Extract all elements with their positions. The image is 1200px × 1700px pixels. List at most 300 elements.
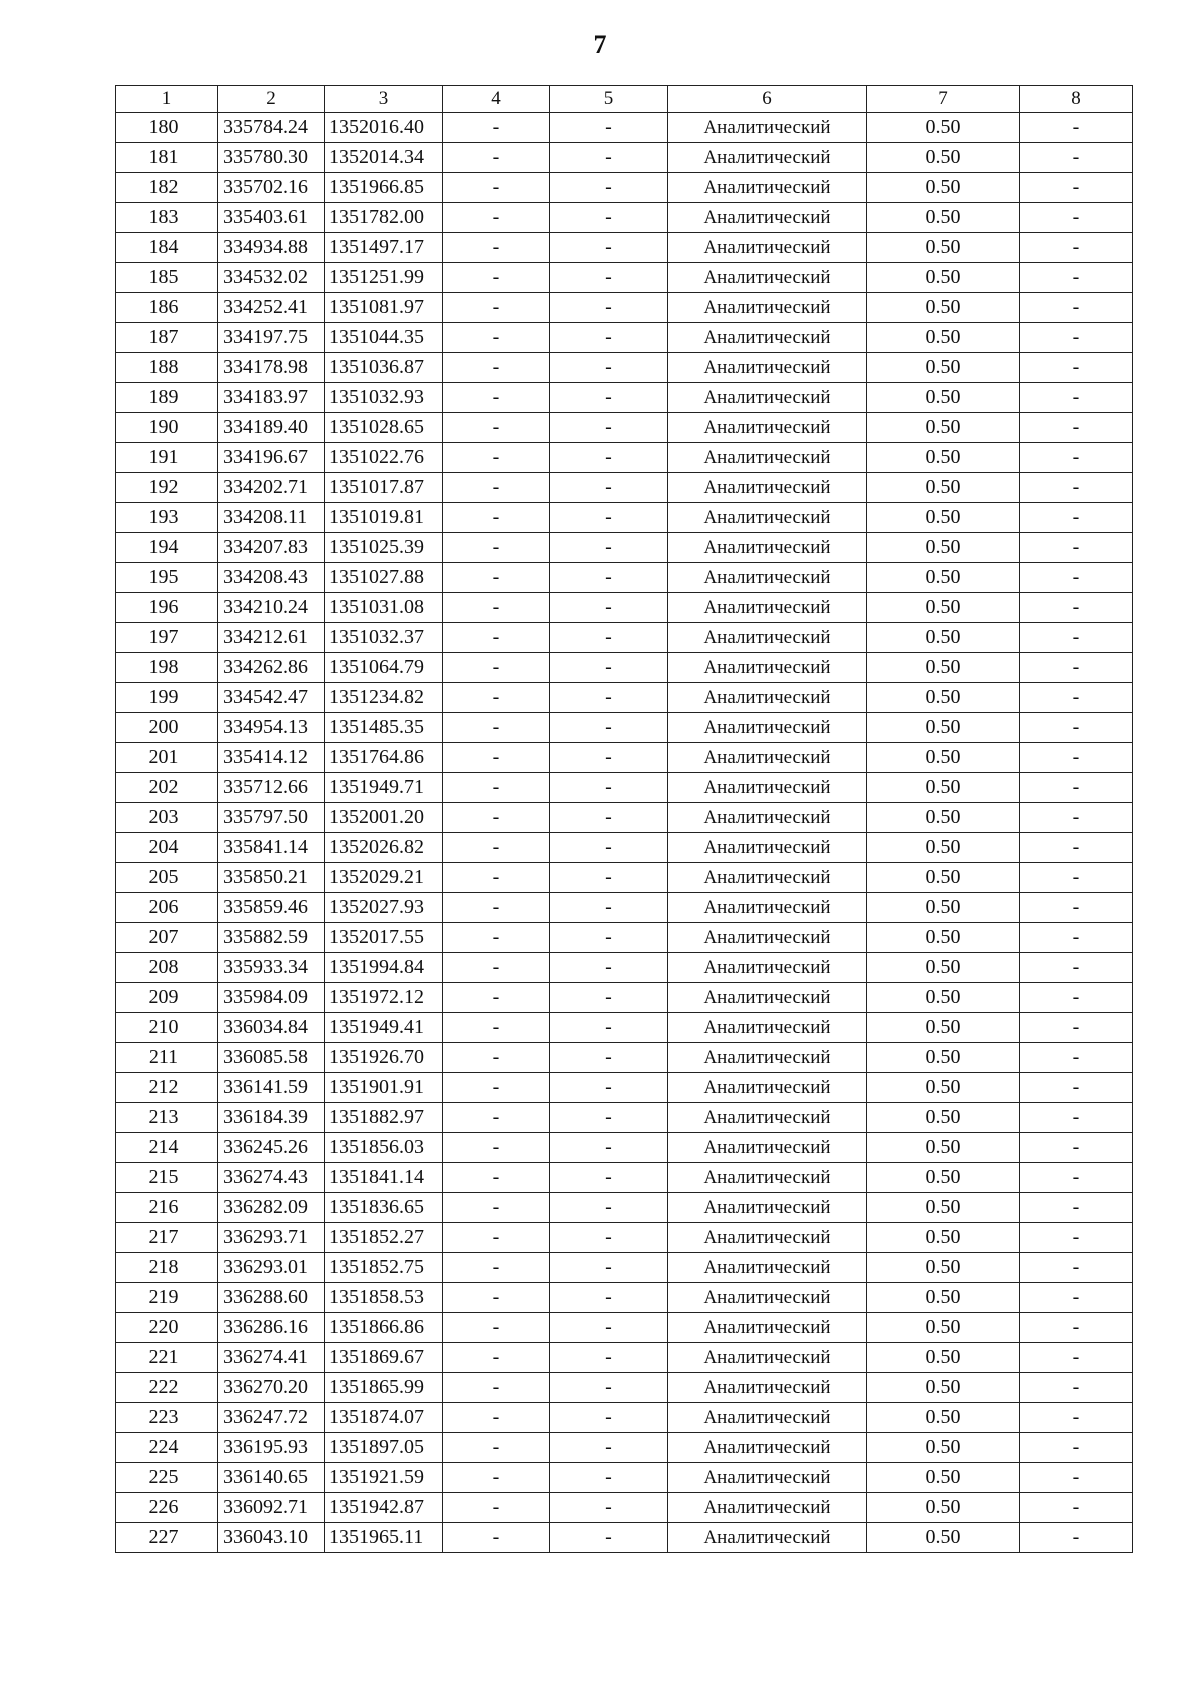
column-5-cell: -	[550, 1223, 668, 1253]
x-coordinate-cell: 334197.75	[218, 323, 325, 353]
x-coordinate-cell: 335841.14	[218, 833, 325, 863]
point-number-cell: 221	[116, 1343, 218, 1373]
column-5-cell: -	[550, 533, 668, 563]
x-coordinate-cell: 336293.71	[218, 1223, 325, 1253]
point-number-cell: 192	[116, 473, 218, 503]
y-coordinate-cell: 1351064.79	[325, 653, 443, 683]
method-cell: Аналитический	[668, 623, 867, 653]
x-coordinate-cell: 335702.16	[218, 173, 325, 203]
accuracy-cell: 0.50	[867, 1103, 1020, 1133]
column-header: 4	[443, 86, 550, 113]
point-number-cell: 220	[116, 1313, 218, 1343]
accuracy-cell: 0.50	[867, 293, 1020, 323]
column-5-cell: -	[550, 173, 668, 203]
accuracy-cell: 0.50	[867, 1223, 1020, 1253]
column-5-cell: -	[550, 653, 668, 683]
point-number-cell: 217	[116, 1223, 218, 1253]
column-4-cell: -	[443, 323, 550, 353]
table-row	[116, 1403, 1133, 1433]
column-8-cell: -	[1020, 503, 1133, 533]
table-row	[116, 533, 1133, 563]
column-5-cell: -	[550, 593, 668, 623]
accuracy-cell: 0.50	[867, 803, 1020, 833]
column-4-cell: -	[443, 383, 550, 413]
table-row	[116, 353, 1133, 383]
method-cell: Аналитический	[668, 353, 867, 383]
table-row	[116, 1253, 1133, 1283]
column-header: 1	[116, 86, 218, 113]
accuracy-cell: 0.50	[867, 1433, 1020, 1463]
y-coordinate-cell: 1351949.71	[325, 773, 443, 803]
y-coordinate-cell: 1351032.37	[325, 623, 443, 653]
x-coordinate-cell: 336274.43	[218, 1163, 325, 1193]
accuracy-cell: 0.50	[867, 1043, 1020, 1073]
y-coordinate-cell: 1351856.03	[325, 1133, 443, 1163]
column-header: 2	[218, 86, 325, 113]
method-cell: Аналитический	[668, 1223, 867, 1253]
x-coordinate-cell: 336245.26	[218, 1133, 325, 1163]
point-number-cell: 203	[116, 803, 218, 833]
column-8-cell: -	[1020, 263, 1133, 293]
x-coordinate-cell: 334262.86	[218, 653, 325, 683]
coordinates-table	[115, 85, 1133, 1553]
column-8-cell: -	[1020, 1223, 1133, 1253]
point-number-cell: 194	[116, 533, 218, 563]
method-cell: Аналитический	[668, 1253, 867, 1283]
column-4-cell: -	[443, 863, 550, 893]
x-coordinate-cell: 336288.60	[218, 1283, 325, 1313]
column-4-cell: -	[443, 1073, 550, 1103]
column-5-cell: -	[550, 1403, 668, 1433]
x-coordinate-cell: 336286.16	[218, 1313, 325, 1343]
accuracy-cell: 0.50	[867, 863, 1020, 893]
column-5-cell: -	[550, 1133, 668, 1163]
point-number-cell: 198	[116, 653, 218, 683]
column-8-cell: -	[1020, 1163, 1133, 1193]
column-8-cell: -	[1020, 893, 1133, 923]
x-coordinate-cell: 336282.09	[218, 1193, 325, 1223]
x-coordinate-cell: 336293.01	[218, 1253, 325, 1283]
x-coordinate-cell: 335882.59	[218, 923, 325, 953]
column-8-cell: -	[1020, 653, 1133, 683]
table-row	[116, 143, 1133, 173]
accuracy-cell: 0.50	[867, 1463, 1020, 1493]
y-coordinate-cell: 1352026.82	[325, 833, 443, 863]
column-5-cell: -	[550, 233, 668, 263]
y-coordinate-cell: 1351764.86	[325, 743, 443, 773]
column-8-cell: -	[1020, 1313, 1133, 1343]
x-coordinate-cell: 336184.39	[218, 1103, 325, 1133]
accuracy-cell: 0.50	[867, 503, 1020, 533]
column-5-cell: -	[550, 833, 668, 863]
column-5-cell: -	[550, 473, 668, 503]
column-5-cell: -	[550, 803, 668, 833]
point-number-cell: 197	[116, 623, 218, 653]
column-4-cell: -	[443, 743, 550, 773]
accuracy-cell: 0.50	[867, 1403, 1020, 1433]
column-5-cell: -	[550, 683, 668, 713]
column-4-cell: -	[443, 1313, 550, 1343]
column-8-cell: -	[1020, 173, 1133, 203]
column-8-cell: -	[1020, 773, 1133, 803]
x-coordinate-cell: 334532.02	[218, 263, 325, 293]
table-row	[116, 773, 1133, 803]
column-8-cell: -	[1020, 1133, 1133, 1163]
x-coordinate-cell: 334208.43	[218, 563, 325, 593]
accuracy-cell: 0.50	[867, 833, 1020, 863]
y-coordinate-cell: 1351901.91	[325, 1073, 443, 1103]
accuracy-cell: 0.50	[867, 983, 1020, 1013]
y-coordinate-cell: 1351025.39	[325, 533, 443, 563]
method-cell: Аналитический	[668, 863, 867, 893]
column-4-cell: -	[443, 203, 550, 233]
column-5-cell: -	[550, 263, 668, 293]
method-cell: Аналитический	[668, 1493, 867, 1523]
column-4-cell: -	[443, 953, 550, 983]
accuracy-cell: 0.50	[867, 1283, 1020, 1313]
column-5-cell: -	[550, 713, 668, 743]
method-cell: Аналитический	[668, 1433, 867, 1463]
column-5-cell: -	[550, 1313, 668, 1343]
accuracy-cell: 0.50	[867, 1313, 1020, 1343]
column-8-cell: -	[1020, 1493, 1133, 1523]
x-coordinate-cell: 334954.13	[218, 713, 325, 743]
x-coordinate-cell: 334189.40	[218, 413, 325, 443]
column-header: 3	[325, 86, 443, 113]
column-4-cell: -	[443, 1493, 550, 1523]
method-cell: Аналитический	[668, 173, 867, 203]
method-cell: Аналитический	[668, 1073, 867, 1103]
point-number-cell: 181	[116, 143, 218, 173]
column-4-cell: -	[443, 1223, 550, 1253]
x-coordinate-cell: 334252.41	[218, 293, 325, 323]
column-5-cell: -	[550, 353, 668, 383]
accuracy-cell: 0.50	[867, 1493, 1020, 1523]
table-row	[116, 1193, 1133, 1223]
accuracy-cell: 0.50	[867, 653, 1020, 683]
column-8-cell: -	[1020, 953, 1133, 983]
method-cell: Аналитический	[668, 1463, 867, 1493]
x-coordinate-cell: 334934.88	[218, 233, 325, 263]
column-8-cell: -	[1020, 413, 1133, 443]
column-4-cell: -	[443, 113, 550, 143]
y-coordinate-cell: 1351032.93	[325, 383, 443, 413]
method-cell: Аналитический	[668, 413, 867, 443]
column-8-cell: -	[1020, 1463, 1133, 1493]
method-cell: Аналитический	[668, 1403, 867, 1433]
column-4-cell: -	[443, 143, 550, 173]
y-coordinate-cell: 1351994.84	[325, 953, 443, 983]
x-coordinate-cell: 336270.20	[218, 1373, 325, 1403]
method-cell: Аналитический	[668, 1193, 867, 1223]
y-coordinate-cell: 1351869.67	[325, 1343, 443, 1373]
x-coordinate-cell: 335712.66	[218, 773, 325, 803]
point-number-cell: 225	[116, 1463, 218, 1493]
accuracy-cell: 0.50	[867, 773, 1020, 803]
accuracy-cell: 0.50	[867, 143, 1020, 173]
point-number-cell: 219	[116, 1283, 218, 1313]
column-8-cell: -	[1020, 143, 1133, 173]
y-coordinate-cell: 1351866.86	[325, 1313, 443, 1343]
method-cell: Аналитический	[668, 113, 867, 143]
x-coordinate-cell: 334207.83	[218, 533, 325, 563]
point-number-cell: 193	[116, 503, 218, 533]
column-4-cell: -	[443, 893, 550, 923]
accuracy-cell: 0.50	[867, 1073, 1020, 1103]
column-8-cell: -	[1020, 1073, 1133, 1103]
column-header: 7	[867, 86, 1020, 113]
accuracy-cell: 0.50	[867, 1373, 1020, 1403]
accuracy-cell: 0.50	[867, 713, 1020, 743]
point-number-cell: 215	[116, 1163, 218, 1193]
y-coordinate-cell: 1351044.35	[325, 323, 443, 353]
column-4-cell: -	[443, 473, 550, 503]
x-coordinate-cell: 334202.71	[218, 473, 325, 503]
column-4-cell: -	[443, 1193, 550, 1223]
column-8-cell: -	[1020, 1103, 1133, 1133]
x-coordinate-cell: 334208.11	[218, 503, 325, 533]
x-coordinate-cell: 335403.61	[218, 203, 325, 233]
column-8-cell: -	[1020, 113, 1133, 143]
column-5-cell: -	[550, 1103, 668, 1133]
y-coordinate-cell: 1351081.97	[325, 293, 443, 323]
column-8-cell: -	[1020, 983, 1133, 1013]
method-cell: Аналитический	[668, 833, 867, 863]
method-cell: Аналитический	[668, 1043, 867, 1073]
method-cell: Аналитический	[668, 263, 867, 293]
table-row	[116, 1493, 1133, 1523]
accuracy-cell: 0.50	[867, 953, 1020, 983]
accuracy-cell: 0.50	[867, 203, 1020, 233]
column-4-cell: -	[443, 1253, 550, 1283]
y-coordinate-cell: 1352017.55	[325, 923, 443, 953]
method-cell: Аналитический	[668, 773, 867, 803]
x-coordinate-cell: 334183.97	[218, 383, 325, 413]
column-8-cell: -	[1020, 443, 1133, 473]
page-number: 7	[593, 30, 607, 59]
column-8-cell: -	[1020, 1523, 1133, 1553]
column-4-cell: -	[443, 983, 550, 1013]
point-number-cell: 226	[116, 1493, 218, 1523]
y-coordinate-cell: 1351874.07	[325, 1403, 443, 1433]
table-row	[116, 1433, 1133, 1463]
x-coordinate-cell: 336085.58	[218, 1043, 325, 1073]
table-row	[116, 263, 1133, 293]
column-8-cell: -	[1020, 1373, 1133, 1403]
table-row	[116, 803, 1133, 833]
y-coordinate-cell: 1351942.87	[325, 1493, 443, 1523]
column-8-cell: -	[1020, 1193, 1133, 1223]
column-4-cell: -	[443, 1463, 550, 1493]
x-coordinate-cell: 335414.12	[218, 743, 325, 773]
table-row	[116, 473, 1133, 503]
point-number-cell: 205	[116, 863, 218, 893]
method-cell: Аналитический	[668, 1133, 867, 1163]
table-row	[116, 1523, 1133, 1553]
point-number-cell: 186	[116, 293, 218, 323]
accuracy-cell: 0.50	[867, 1133, 1020, 1163]
method-cell: Аналитический	[668, 743, 867, 773]
accuracy-cell: 0.50	[867, 353, 1020, 383]
column-5-cell: -	[550, 323, 668, 353]
accuracy-cell: 0.50	[867, 173, 1020, 203]
x-coordinate-cell: 336092.71	[218, 1493, 325, 1523]
x-coordinate-cell: 334196.67	[218, 443, 325, 473]
y-coordinate-cell: 1351782.00	[325, 203, 443, 233]
point-number-cell: 206	[116, 893, 218, 923]
method-cell: Аналитический	[668, 1103, 867, 1133]
table-row	[116, 953, 1133, 983]
y-coordinate-cell: 1351841.14	[325, 1163, 443, 1193]
accuracy-cell: 0.50	[867, 683, 1020, 713]
column-5-cell: -	[550, 1043, 668, 1073]
method-cell: Аналитический	[668, 143, 867, 173]
table-row	[116, 593, 1133, 623]
y-coordinate-cell: 1351485.35	[325, 713, 443, 743]
column-8-cell: -	[1020, 1253, 1133, 1283]
table-row	[116, 413, 1133, 443]
point-number-cell: 200	[116, 713, 218, 743]
method-cell: Аналитический	[668, 1343, 867, 1373]
table-row	[116, 713, 1133, 743]
column-5-cell: -	[550, 1433, 668, 1463]
column-4-cell: -	[443, 773, 550, 803]
table-row	[116, 293, 1133, 323]
accuracy-cell: 0.50	[867, 923, 1020, 953]
point-number-cell: 222	[116, 1373, 218, 1403]
point-number-cell: 210	[116, 1013, 218, 1043]
point-number-cell: 209	[116, 983, 218, 1013]
table-row	[116, 203, 1133, 233]
x-coordinate-cell: 335784.24	[218, 113, 325, 143]
column-5-cell: -	[550, 1283, 668, 1313]
column-8-cell: -	[1020, 533, 1133, 563]
accuracy-cell: 0.50	[867, 113, 1020, 143]
column-5-cell: -	[550, 1463, 668, 1493]
column-4-cell: -	[443, 1283, 550, 1313]
x-coordinate-cell: 336274.41	[218, 1343, 325, 1373]
column-5-cell: -	[550, 773, 668, 803]
column-8-cell: -	[1020, 353, 1133, 383]
column-4-cell: -	[443, 1133, 550, 1163]
column-4-cell: -	[443, 1373, 550, 1403]
column-5-cell: -	[550, 983, 668, 1013]
column-4-cell: -	[443, 923, 550, 953]
accuracy-cell: 0.50	[867, 233, 1020, 263]
y-coordinate-cell: 1352014.34	[325, 143, 443, 173]
column-8-cell: -	[1020, 623, 1133, 653]
column-4-cell: -	[443, 1433, 550, 1463]
column-5-cell: -	[550, 563, 668, 593]
column-8-cell: -	[1020, 743, 1133, 773]
method-cell: Аналитический	[668, 953, 867, 983]
x-coordinate-cell: 336195.93	[218, 1433, 325, 1463]
y-coordinate-cell: 1351921.59	[325, 1463, 443, 1493]
point-number-cell: 183	[116, 203, 218, 233]
point-number-cell: 214	[116, 1133, 218, 1163]
table-row	[116, 833, 1133, 863]
table-row	[116, 323, 1133, 353]
y-coordinate-cell: 1351966.85	[325, 173, 443, 203]
y-coordinate-cell: 1351028.65	[325, 413, 443, 443]
method-cell: Аналитический	[668, 1313, 867, 1343]
y-coordinate-cell: 1351972.12	[325, 983, 443, 1013]
y-coordinate-cell: 1351031.08	[325, 593, 443, 623]
column-5-cell: -	[550, 203, 668, 233]
x-coordinate-cell: 334212.61	[218, 623, 325, 653]
column-8-cell: -	[1020, 1433, 1133, 1463]
column-5-cell: -	[550, 1253, 668, 1283]
column-4-cell: -	[443, 173, 550, 203]
column-header: 8	[1020, 86, 1133, 113]
column-5-cell: -	[550, 1073, 668, 1103]
column-8-cell: -	[1020, 383, 1133, 413]
column-4-cell: -	[443, 803, 550, 833]
x-coordinate-cell: 336034.84	[218, 1013, 325, 1043]
accuracy-cell: 0.50	[867, 323, 1020, 353]
point-number-cell: 187	[116, 323, 218, 353]
column-5-cell: -	[550, 1343, 668, 1373]
column-5-cell: -	[550, 953, 668, 983]
accuracy-cell: 0.50	[867, 1523, 1020, 1553]
method-cell: Аналитический	[668, 383, 867, 413]
accuracy-cell: 0.50	[867, 593, 1020, 623]
x-coordinate-cell: 334210.24	[218, 593, 325, 623]
point-number-cell: 189	[116, 383, 218, 413]
point-number-cell: 184	[116, 233, 218, 263]
table-body	[116, 113, 1133, 1553]
point-number-cell: 190	[116, 413, 218, 443]
method-cell: Аналитический	[668, 1013, 867, 1043]
column-5-cell: -	[550, 443, 668, 473]
column-4-cell: -	[443, 683, 550, 713]
column-8-cell: -	[1020, 1283, 1133, 1313]
accuracy-cell: 0.50	[867, 443, 1020, 473]
accuracy-cell: 0.50	[867, 413, 1020, 443]
column-5-cell: -	[550, 1163, 668, 1193]
point-number-cell: 180	[116, 113, 218, 143]
table-row	[116, 863, 1133, 893]
point-number-cell: 204	[116, 833, 218, 863]
column-8-cell: -	[1020, 293, 1133, 323]
method-cell: Аналитический	[668, 203, 867, 233]
column-8-cell: -	[1020, 473, 1133, 503]
table-row	[116, 983, 1133, 1013]
table-row	[116, 1313, 1133, 1343]
y-coordinate-cell: 1351836.65	[325, 1193, 443, 1223]
y-coordinate-cell: 1351926.70	[325, 1043, 443, 1073]
column-4-cell: -	[443, 353, 550, 383]
method-cell: Аналитический	[668, 533, 867, 563]
method-cell: Аналитический	[668, 983, 867, 1013]
y-coordinate-cell: 1351497.17	[325, 233, 443, 263]
x-coordinate-cell: 335797.50	[218, 803, 325, 833]
accuracy-cell: 0.50	[867, 1253, 1020, 1283]
point-number-cell: 208	[116, 953, 218, 983]
accuracy-cell: 0.50	[867, 743, 1020, 773]
point-number-cell: 199	[116, 683, 218, 713]
y-coordinate-cell: 1351858.53	[325, 1283, 443, 1313]
table-row	[116, 923, 1133, 953]
y-coordinate-cell: 1351022.76	[325, 443, 443, 473]
column-4-cell: -	[443, 713, 550, 743]
method-cell: Аналитический	[668, 893, 867, 923]
y-coordinate-cell: 1351965.11	[325, 1523, 443, 1553]
x-coordinate-cell: 334542.47	[218, 683, 325, 713]
method-cell: Аналитический	[668, 1283, 867, 1313]
x-coordinate-cell: 334178.98	[218, 353, 325, 383]
column-8-cell: -	[1020, 803, 1133, 833]
